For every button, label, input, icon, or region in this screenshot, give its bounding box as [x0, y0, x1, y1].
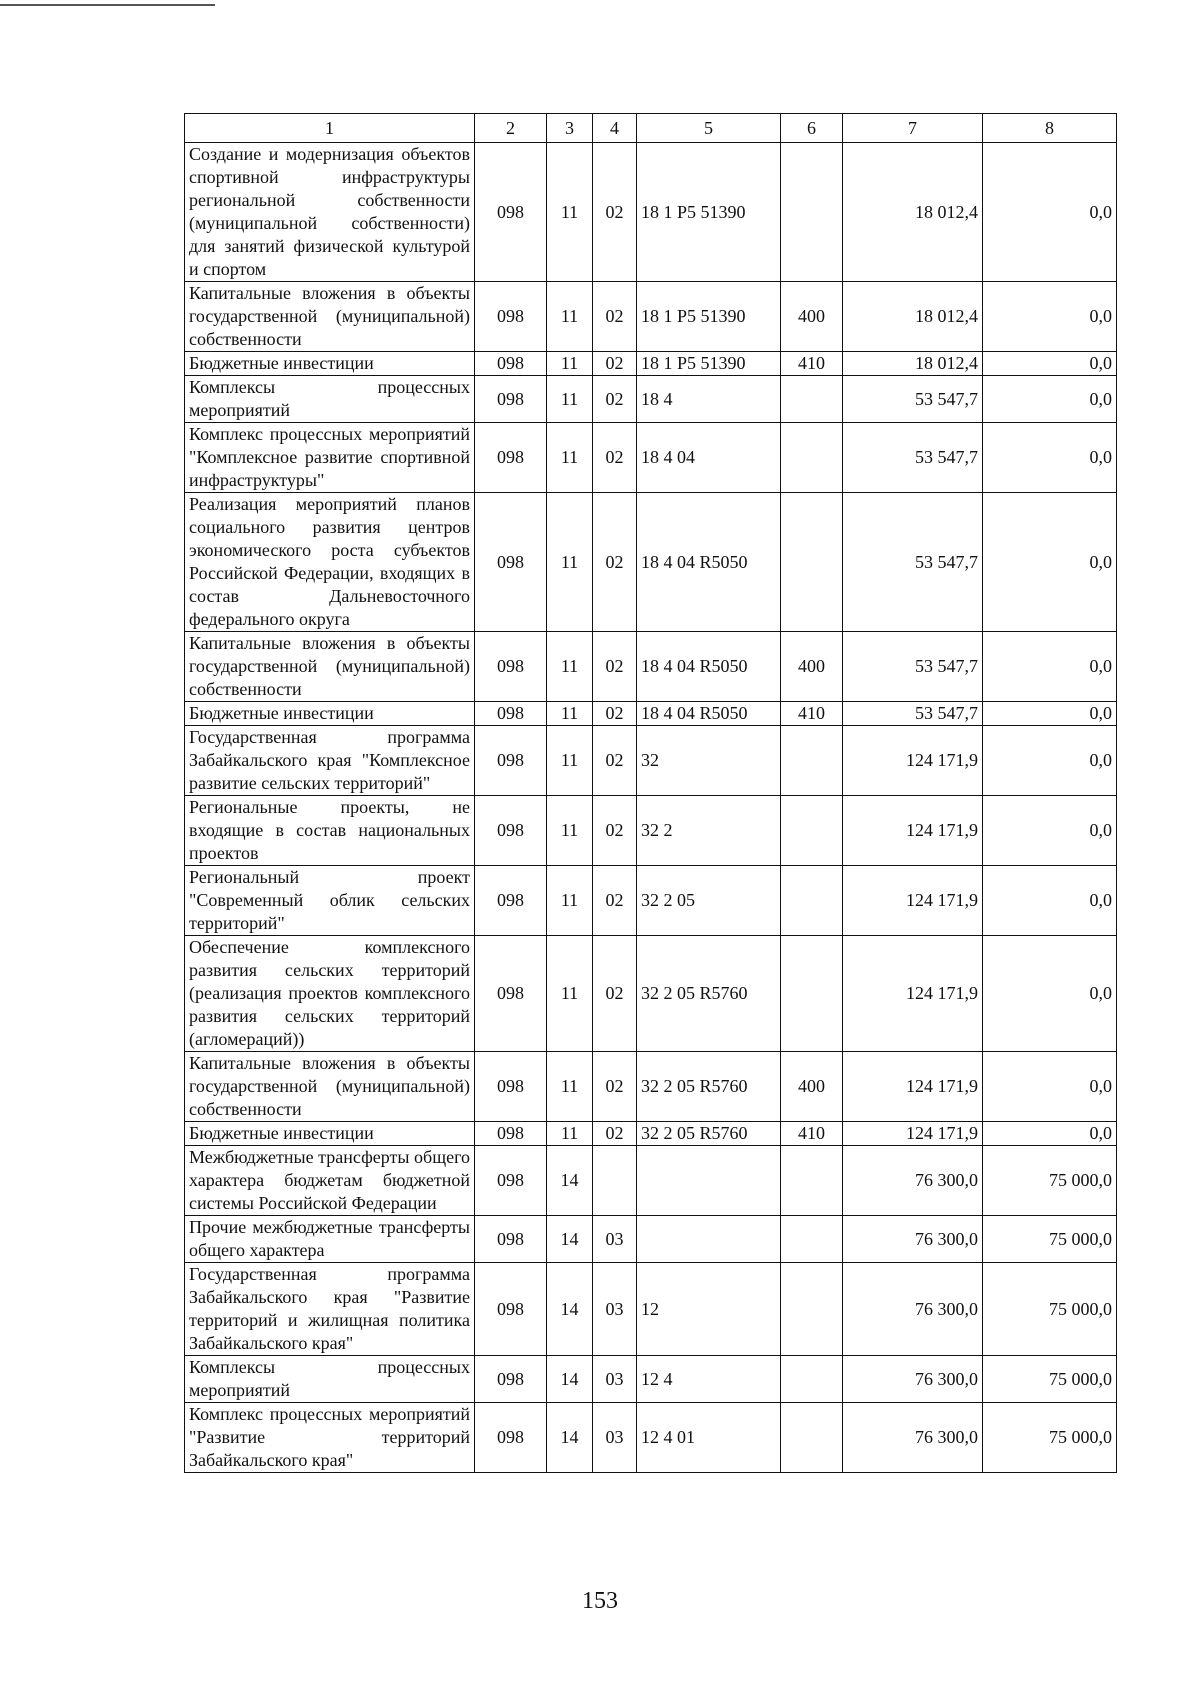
subsection-code-cell: 02: [593, 376, 637, 423]
ministry-code-cell: 098: [475, 376, 547, 423]
expense-type-cell: [781, 726, 843, 796]
target-article-cell: 32 2 05 R5760: [637, 1052, 781, 1122]
amount-col7-cell: 18 012,4: [843, 143, 983, 282]
amount-col7-cell: 18 012,4: [843, 282, 983, 352]
target-article-cell: 32: [637, 726, 781, 796]
table-row: [185, 1263, 1117, 1356]
target-article-cell: 18 4 04 R5050: [637, 702, 781, 726]
amount-col8-cell: 75 000,0: [983, 1146, 1117, 1216]
amount-col7-cell: 53 547,7: [843, 376, 983, 423]
expense-type-cell: [781, 376, 843, 423]
table-row: [185, 352, 1117, 376]
item-name-cell: Межбюджетные трансферты общего характера бюджетам бюджетной системы Российской Федерации: [185, 1146, 475, 1216]
amount-col7-cell: 124 171,9: [843, 866, 983, 936]
section-code-cell: 14: [547, 1356, 593, 1403]
section-code-cell: 11: [547, 352, 593, 376]
column-header: 7: [843, 114, 983, 143]
ministry-code-cell: 098: [475, 1122, 547, 1146]
subsection-code-cell: 03: [593, 1403, 637, 1473]
amount-col7-cell: 124 171,9: [843, 726, 983, 796]
target-article-cell: 18 1 P5 51390: [637, 282, 781, 352]
target-article-cell: 32 2 05: [637, 866, 781, 936]
ministry-code-cell: 098: [475, 1216, 547, 1263]
amount-col8-cell: 0,0: [983, 143, 1117, 282]
ministry-code-cell: 098: [475, 702, 547, 726]
target-article-cell: 18 4 04: [637, 423, 781, 493]
amount-col7-cell: 53 547,7: [843, 493, 983, 632]
amount-col8-cell: 0,0: [983, 493, 1117, 632]
table-row: [185, 702, 1117, 726]
table-row: [185, 1122, 1117, 1146]
amount-col7-cell: 53 547,7: [843, 702, 983, 726]
ministry-code-cell: 098: [475, 352, 547, 376]
target-article-cell: 18 1 P5 51390: [637, 352, 781, 376]
page-number: 153: [582, 1588, 618, 1614]
budget-table: [184, 113, 1117, 1473]
table-row: [185, 282, 1117, 352]
column-header: 1: [185, 114, 475, 143]
column-header: 4: [593, 114, 637, 143]
amount-col8-cell: 75 000,0: [983, 1403, 1117, 1473]
amount-col8-cell: 75 000,0: [983, 1356, 1117, 1403]
ministry-code-cell: 098: [475, 796, 547, 866]
amount-col7-cell: 53 547,7: [843, 423, 983, 493]
amount-col7-cell: 124 171,9: [843, 796, 983, 866]
amount-col7-cell: 124 171,9: [843, 1052, 983, 1122]
expense-type-cell: [781, 1216, 843, 1263]
section-code-cell: 11: [547, 796, 593, 866]
amount-col7-cell: 76 300,0: [843, 1216, 983, 1263]
subsection-code-cell: 02: [593, 282, 637, 352]
target-article-cell: 32 2: [637, 796, 781, 866]
item-name-cell: Государственная программа Забайкальского края "Развитие территорий и жилищная политика Забайкальского края": [185, 1263, 475, 1356]
amount-col8-cell: 0,0: [983, 726, 1117, 796]
expense-type-cell: 410: [781, 352, 843, 376]
item-name-cell: Капитальные вложения в объекты государственной (муниципальной) собственности: [185, 282, 475, 352]
expense-type-cell: [781, 143, 843, 282]
table-row: [185, 1146, 1117, 1216]
table-row: [185, 632, 1117, 702]
expense-type-cell: [781, 1146, 843, 1216]
item-name-cell: Региональные проекты, не входящие в состав национальных проектов: [185, 796, 475, 866]
target-article-cell: 12 4: [637, 1356, 781, 1403]
item-name-cell: Обеспечение комплексного развития сельских территорий (реализация проектов комплексного развития сельских территорий (агломераций)): [185, 936, 475, 1052]
item-name-cell: Капитальные вложения в объекты государственной (муниципальной) собственности: [185, 632, 475, 702]
amount-col7-cell: 53 547,7: [843, 632, 983, 702]
section-code-cell: 11: [547, 143, 593, 282]
expense-type-cell: [781, 1403, 843, 1473]
subsection-code-cell: 02: [593, 423, 637, 493]
amount-col8-cell: 0,0: [983, 1122, 1117, 1146]
expense-type-cell: [781, 1356, 843, 1403]
ministry-code-cell: 098: [475, 632, 547, 702]
item-name-cell: Реализация мероприятий планов социального развития центров экономического роста субъектов Российской Федерации, входящих в состав Дальневосточного федерального округа: [185, 493, 475, 632]
table-row: [185, 493, 1117, 632]
amount-col8-cell: 0,0: [983, 1052, 1117, 1122]
subsection-code-cell: 02: [593, 1122, 637, 1146]
amount-col7-cell: 76 300,0: [843, 1263, 983, 1356]
item-name-cell: Бюджетные инвестиции: [185, 1122, 475, 1146]
column-header: 6: [781, 114, 843, 143]
section-code-cell: 11: [547, 376, 593, 423]
expense-type-cell: [781, 866, 843, 936]
section-code-cell: 14: [547, 1146, 593, 1216]
section-code-cell: 11: [547, 632, 593, 702]
item-name-cell: Бюджетные инвестиции: [185, 352, 475, 376]
target-article-cell: 18 4: [637, 376, 781, 423]
amount-col8-cell: 75 000,0: [983, 1216, 1117, 1263]
section-code-cell: 14: [547, 1216, 593, 1263]
expense-type-cell: 400: [781, 1052, 843, 1122]
item-name-cell: Комплекс процессных мероприятий "Развитие территорий Забайкальского края": [185, 1403, 475, 1473]
table-row: [185, 796, 1117, 866]
table-row: [185, 866, 1117, 936]
ministry-code-cell: 098: [475, 866, 547, 936]
subsection-code-cell: 02: [593, 936, 637, 1052]
section-code-cell: 11: [547, 1052, 593, 1122]
amount-col7-cell: 76 300,0: [843, 1356, 983, 1403]
target-article-cell: 32 2 05 R5760: [637, 936, 781, 1052]
expense-type-cell: 400: [781, 632, 843, 702]
amount-col7-cell: 76 300,0: [843, 1403, 983, 1473]
section-code-cell: 11: [547, 1122, 593, 1146]
subsection-code-cell: 03: [593, 1263, 637, 1356]
amount-col8-cell: 0,0: [983, 866, 1117, 936]
ministry-code-cell: 098: [475, 1263, 547, 1356]
table-row: [185, 376, 1117, 423]
ministry-code-cell: 098: [475, 493, 547, 632]
table-row: [185, 1356, 1117, 1403]
table-row: [185, 726, 1117, 796]
column-header: 3: [547, 114, 593, 143]
subsection-code-cell: 02: [593, 866, 637, 936]
subsection-code-cell: [593, 1146, 637, 1216]
table-row: [185, 1216, 1117, 1263]
column-header: 8: [983, 114, 1117, 143]
item-name-cell: Комплексы процессных мероприятий: [185, 376, 475, 423]
target-article-cell: [637, 1146, 781, 1216]
ministry-code-cell: 098: [475, 1052, 547, 1122]
column-header: 2: [475, 114, 547, 143]
expense-type-cell: [781, 1263, 843, 1356]
subsection-code-cell: 02: [593, 352, 637, 376]
amount-col8-cell: 0,0: [983, 936, 1117, 1052]
expense-type-cell: [781, 796, 843, 866]
ministry-code-cell: 098: [475, 1403, 547, 1473]
subsection-code-cell: 03: [593, 1356, 637, 1403]
subsection-code-cell: 02: [593, 493, 637, 632]
expense-type-cell: 410: [781, 702, 843, 726]
ministry-code-cell: 098: [475, 143, 547, 282]
subsection-code-cell: 02: [593, 632, 637, 702]
table-header-row: [185, 114, 1117, 143]
table-row: [185, 936, 1117, 1052]
subsection-code-cell: 02: [593, 726, 637, 796]
item-name-cell: Создание и модернизация объектов спортивной инфраструктуры региональной собственности (муниципальной собственности) для занятий физической культурой и спортом: [185, 143, 475, 282]
amount-col8-cell: 0,0: [983, 282, 1117, 352]
ministry-code-cell: 098: [475, 1146, 547, 1216]
amount-col8-cell: 0,0: [983, 352, 1117, 376]
ministry-code-cell: 098: [475, 423, 547, 493]
item-name-cell: Комплекс процессных мероприятий "Комплексное развитие спортивной инфраструктуры": [185, 423, 475, 493]
expense-type-cell: [781, 493, 843, 632]
section-code-cell: 14: [547, 1263, 593, 1356]
item-name-cell: Региональный проект "Современный облик сельских территорий": [185, 866, 475, 936]
item-name-cell: Прочие межбюджетные трансферты общего характера: [185, 1216, 475, 1263]
target-article-cell: 12 4 01: [637, 1403, 781, 1473]
section-code-cell: 14: [547, 1403, 593, 1473]
subsection-code-cell: 03: [593, 1216, 637, 1263]
ministry-code-cell: 098: [475, 282, 547, 352]
item-name-cell: Капитальные вложения в объекты государственной (муниципальной) собственности: [185, 1052, 475, 1122]
section-code-cell: 11: [547, 726, 593, 796]
table-row: [185, 423, 1117, 493]
table-row: [185, 1403, 1117, 1473]
item-name-cell: Комплексы процессных мероприятий: [185, 1356, 475, 1403]
expense-type-cell: 410: [781, 1122, 843, 1146]
column-header: 5: [637, 114, 781, 143]
expense-type-cell: [781, 423, 843, 493]
subsection-code-cell: 02: [593, 143, 637, 282]
item-name-cell: Бюджетные инвестиции: [185, 702, 475, 726]
ministry-code-cell: 098: [475, 1356, 547, 1403]
ministry-code-cell: 098: [475, 726, 547, 796]
amount-col8-cell: 0,0: [983, 423, 1117, 493]
scan-edge-line: [0, 4, 215, 6]
amount-col8-cell: 0,0: [983, 796, 1117, 866]
ministry-code-cell: 098: [475, 936, 547, 1052]
section-code-cell: 11: [547, 282, 593, 352]
subsection-code-cell: 02: [593, 796, 637, 866]
expense-type-cell: 400: [781, 282, 843, 352]
section-code-cell: 11: [547, 423, 593, 493]
section-code-cell: 11: [547, 936, 593, 1052]
amount-col8-cell: 75 000,0: [983, 1263, 1117, 1356]
amount-col7-cell: 124 171,9: [843, 1122, 983, 1146]
target-article-cell: [637, 1216, 781, 1263]
amount-col7-cell: 76 300,0: [843, 1146, 983, 1216]
target-article-cell: 12: [637, 1263, 781, 1356]
target-article-cell: 18 4 04 R5050: [637, 493, 781, 632]
section-code-cell: 11: [547, 866, 593, 936]
expense-type-cell: [781, 936, 843, 1052]
target-article-cell: 18 4 04 R5050: [637, 632, 781, 702]
item-name-cell: Государственная программа Забайкальского края "Комплексное развитие сельских территорий": [185, 726, 475, 796]
section-code-cell: 11: [547, 702, 593, 726]
table-row: [185, 1052, 1117, 1122]
table-row: [185, 143, 1117, 282]
amount-col8-cell: 0,0: [983, 632, 1117, 702]
section-code-cell: 11: [547, 493, 593, 632]
amount-col8-cell: 0,0: [983, 702, 1117, 726]
subsection-code-cell: 02: [593, 1052, 637, 1122]
target-article-cell: 32 2 05 R5760: [637, 1122, 781, 1146]
amount-col8-cell: 0,0: [983, 376, 1117, 423]
target-article-cell: 18 1 P5 51390: [637, 143, 781, 282]
amount-col7-cell: 18 012,4: [843, 352, 983, 376]
amount-col7-cell: 124 171,9: [843, 936, 983, 1052]
subsection-code-cell: 02: [593, 702, 637, 726]
